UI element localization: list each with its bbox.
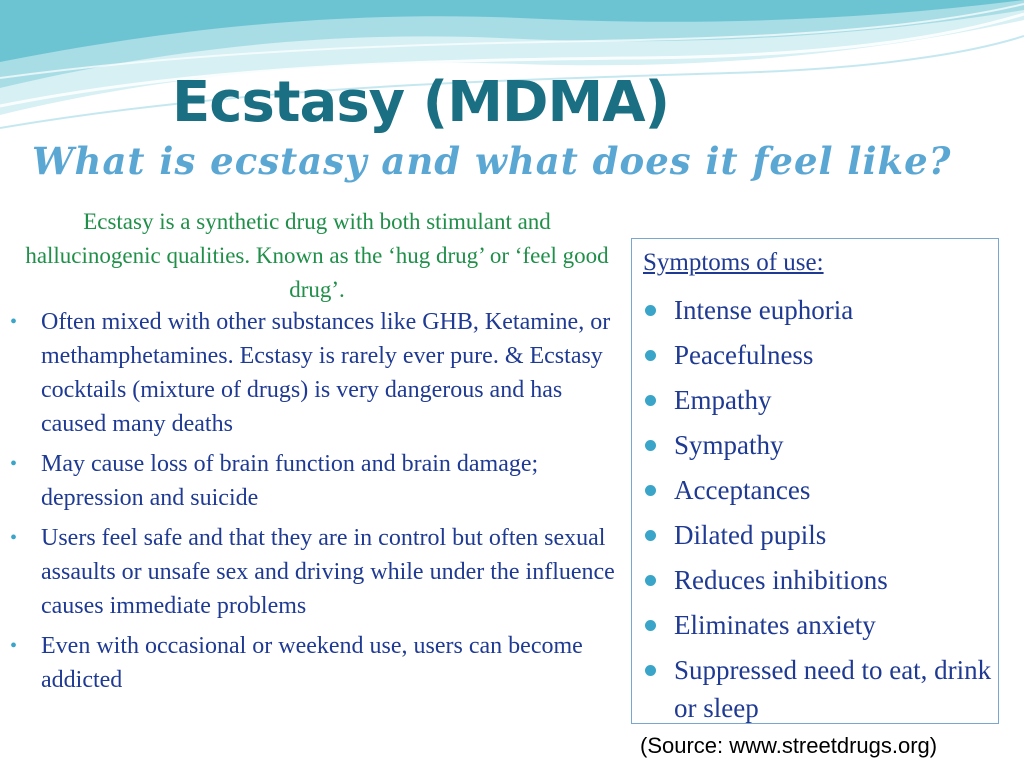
symptoms-box (631, 238, 999, 724)
symptom-item (643, 291, 993, 329)
bullet-icon (645, 485, 656, 496)
bullet-icon (645, 665, 656, 676)
bullet-icon (645, 575, 656, 586)
symptom-text: Sympathy (674, 430, 784, 460)
symptom-text: Suppressed need to eat, drink or sleep (674, 655, 992, 723)
bullet-icon: • (10, 453, 18, 475)
bullet-icon: • (10, 527, 18, 549)
symptom-text: Dilated pupils (674, 520, 827, 550)
symptoms-list (643, 291, 993, 734)
bullet-icon (645, 440, 656, 451)
bullet-icon: • (10, 635, 18, 657)
symptom-item (643, 516, 993, 554)
source-citation: (Source: www.streetdrugs.org) (640, 733, 938, 758)
bullet-icon (645, 395, 656, 406)
symptom-text: Reduces inhibitions (674, 565, 888, 595)
main-bullet-list (10, 305, 626, 703)
symptom-item (643, 471, 993, 509)
symptom-text: Empathy (674, 385, 772, 415)
bullet-text: Often mixed with other substances like GHB, Ketamine, or methamphetamines. Ecstasy is rarely ever pure. & Ecstasy cocktails (mixture of drugs) is very dangerous and has caused many deaths (41, 309, 611, 437)
bullet-item (10, 305, 626, 441)
symptom-text: Acceptances (674, 475, 811, 505)
bullet-item (10, 447, 626, 515)
symptom-item (643, 606, 993, 644)
intro-paragraph: Ecstasy is a synthetic drug with both stimulant and hallucinogenic qualities. Known as the ‘hug drug’ or ‘feel good drug’. (25, 209, 609, 302)
symptoms-heading: Symptoms of use: (643, 249, 824, 276)
symptom-text: Peacefulness (674, 340, 814, 370)
symptom-item (643, 561, 993, 599)
symptom-item (643, 381, 993, 419)
slide-title: Ecstasy (MDMA) (172, 70, 670, 135)
bullet-icon: • (10, 311, 18, 333)
bullet-item (10, 521, 626, 623)
symptom-item (643, 651, 993, 727)
symptom-text: Intense euphoria (674, 295, 854, 325)
bullet-icon (645, 305, 656, 316)
symptom-item (643, 336, 993, 374)
bullet-icon (645, 350, 656, 361)
bullet-icon (645, 620, 656, 631)
bullet-text: Users feel safe and that they are in control but often sexual assaults or unsafe sex and driving while under the influence causes immediate problems (41, 525, 615, 619)
slide-subtitle: What is ecstasy and what does it feel like? (32, 139, 952, 183)
bullet-text: Even with occasional or weekend use, users can become addicted (41, 633, 583, 693)
bullet-item (10, 629, 626, 697)
symptom-item (643, 426, 993, 464)
bullet-text: May cause loss of brain function and brain damage; depression and suicide (41, 451, 539, 511)
symptom-text: Eliminates anxiety (674, 610, 876, 640)
bullet-icon (645, 530, 656, 541)
